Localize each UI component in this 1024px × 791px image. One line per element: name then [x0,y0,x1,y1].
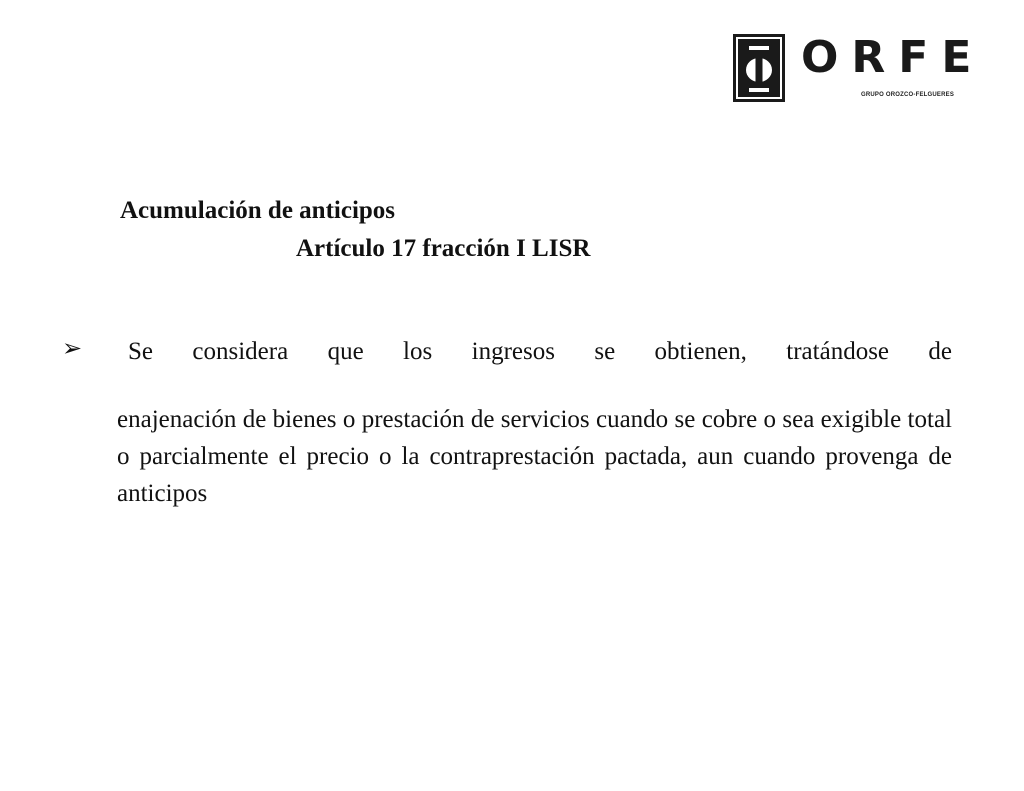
phi-logo-icon [733,34,785,102]
bullet-body-text: enajenación de bienes o prestación de servicios cuando se cobre o sea exigible total o parcialmente el precio o la contraprestación pactada, aun cuando provenga de anticipos [117,406,952,507]
arrow-bullet-icon: ➢ [62,334,83,362]
slide-title: Acumulación de anticipos [120,197,396,224]
logo-wordmark: ORFE [801,32,985,83]
logo-subtitle: GRUPO OROZCO-FELGUERES [861,92,955,98]
company-logo [733,32,985,104]
bullet-first-line: Se considera que los ingresos se obtienen, tratándose de [128,338,952,365]
slide-subtitle: Artículo 17 fracción I LISR [296,235,591,262]
